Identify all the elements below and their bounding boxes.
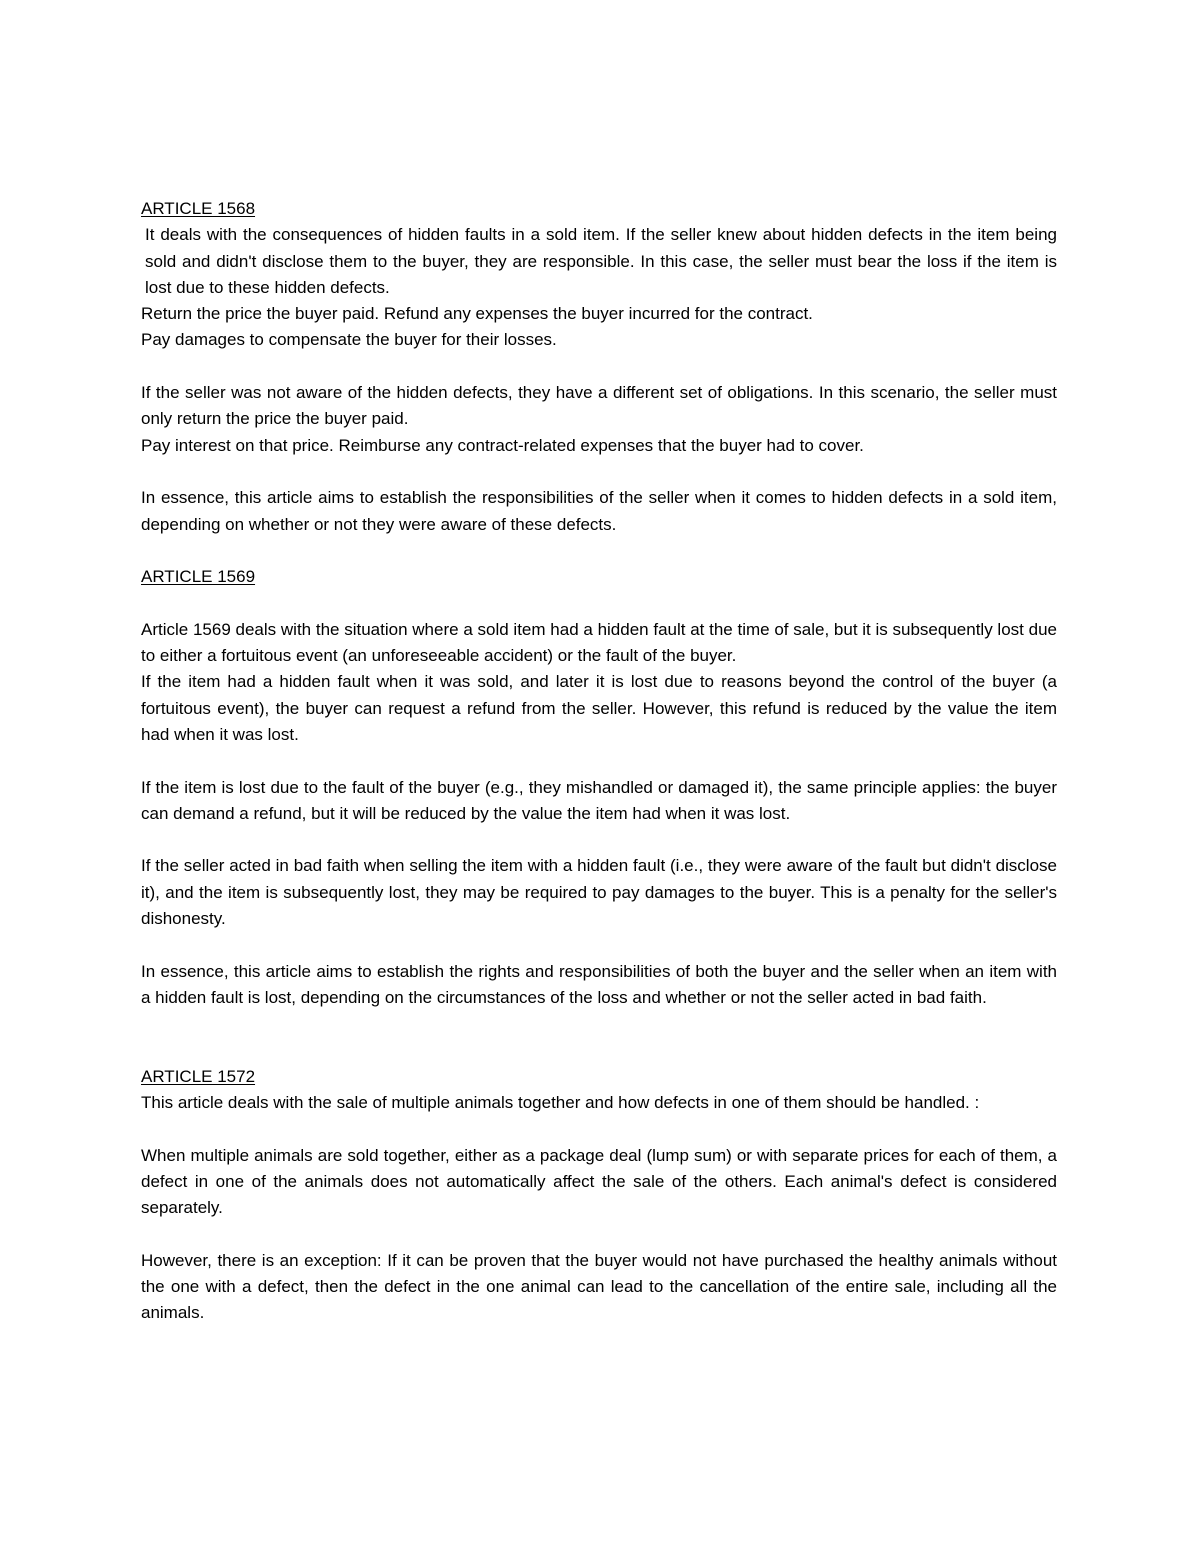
paragraph-spacer xyxy=(141,932,1057,958)
article-1572-paragraph-2: When multiple animals are sold together, either as a package deal (lump sum) or with separate prices for each of them, a defect in one of the animals does not automatically affect the sale of the others. Each animal's defect is considered separately. xyxy=(141,1145,1057,1218)
paragraph-spacer xyxy=(141,748,1057,774)
article-1572-paragraph-1: This article deals with the sale of multiple animals together and how defects in one of them should be handled. : xyxy=(141,1093,980,1113)
article-heading-1569: ARTICLE 1569 xyxy=(141,567,256,587)
article-1569-paragraph-3: If the item is lost due to the fault of the buyer (e.g., they mishandled or damaged it), the same principle applies: the buyer can demand a refund, but it will be reduced by the value the item had when it was lost. xyxy=(141,777,1057,823)
article-1569-paragraph-1: Article 1569 deals with the situation where a sold item had a hidden fault at the time of sale, but it is subsequently lost due to either a fortuitous event (an unforeseeable accident) or the fault of the buyer. xyxy=(141,619,1057,666)
paragraph-spacer xyxy=(141,538,1057,564)
article-heading-1572: ARTICLE 1572 xyxy=(141,1066,256,1086)
paragraph-spacer xyxy=(141,354,1057,380)
article-1569-paragraph-5: In essence, this article aims to establish the rights and responsibilities of both the buyer and the seller when an item with a hidden fault is lost, depending on the circumstances of the loss and whether or not the seller acted in bad faith. xyxy=(141,961,1057,1007)
article-1572-paragraph-3: However, there is an exception: If it can be proven that the buyer would not have purchased the healthy animals without the one with a defect, then the defect in the one animal can lead to the cancellation of the entire sale, including all the animals. xyxy=(141,1250,1057,1323)
article-1568-paragraph-1: It deals with the consequences of hidden faults in a sold item. If the seller knew about hidden defects in the item being sold and didn't disclose them to the buyer, they are responsible. In this case, the seller must bear the loss if the item is lost due to these hidden defects. xyxy=(145,225,1057,297)
article-1568-paragraph-5: Pay interest on that price. Reimburse any contract-related expenses that the buyer had to cover. xyxy=(141,435,864,455)
paragraph-spacer xyxy=(141,590,1057,616)
article-1569-paragraph-2: If the item had a hidden fault when it was sold, and later it is lost due to reasons beyond the control of the buyer (a fortuitous event), the buyer can request a refund from the seller. However, this refund is reduced by the value the item had when it was lost. xyxy=(141,672,1057,744)
document-page xyxy=(141,196,1057,1327)
article-1568-paragraph-2: Return the price the buyer paid. Refund any expenses the buyer incurred for the contract. xyxy=(141,304,813,324)
paragraph-spacer xyxy=(141,1222,1057,1248)
article-1568-paragraph-4: If the seller was not aware of the hidden defects, they have a different set of obligations. In this scenario, the seller must only return the price the buyer paid. xyxy=(141,383,1057,429)
paragraph-spacer xyxy=(141,1116,1057,1142)
paragraph-spacer xyxy=(141,827,1057,853)
article-1569-paragraph-4: If the seller acted in bad faith when selling the item with a hidden fault (i.e., they were aware of the fault but didn't disclose it), and the item is subsequently lost, they may be required to pay damages to the buyer. This is a penalty for the seller's dishonesty. xyxy=(141,856,1057,929)
article-1568-paragraph-3: Pay damages to compensate the buyer for their losses. xyxy=(141,330,557,350)
paragraph-spacer xyxy=(141,459,1057,485)
article-1568-paragraph-6: In essence, this article aims to establish the responsibilities of the seller when it comes to hidden defects in a sold item, depending on whether or not they were aware of these defects. xyxy=(141,488,1057,534)
article-heading-1568: ARTICLE 1568 xyxy=(141,199,256,218)
paragraph-spacer xyxy=(141,1011,1057,1064)
